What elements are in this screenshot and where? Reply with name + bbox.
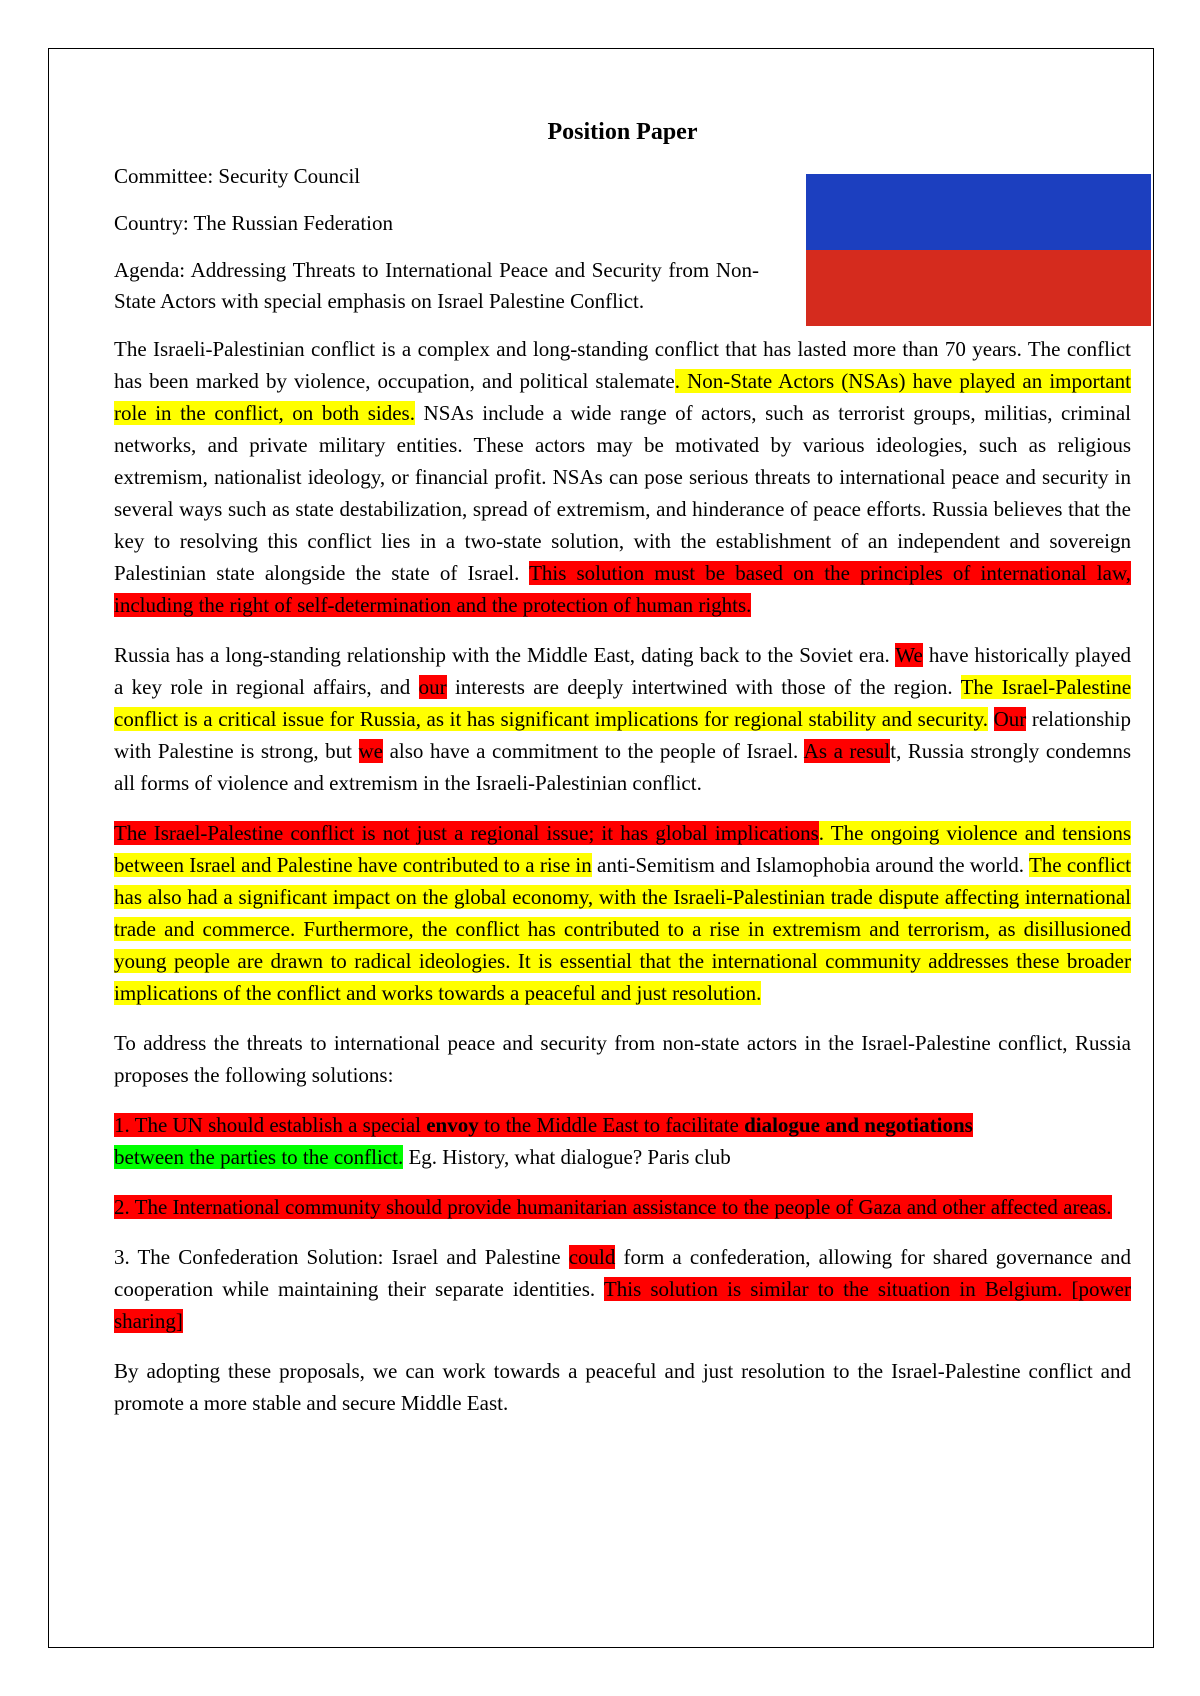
text-run: Russia has a long-standing relationship with the Middle East, dating back to the Soviet era. (114, 643, 896, 667)
red-highlight: As a resul (803, 739, 891, 763)
text-run: have historically played a key role in regional affairs, and (114, 643, 1131, 699)
yellow-highlight: . The ongoing violence and tensions between Israel and Palestine have contributed to a rise in (114, 821, 1131, 877)
paragraph-solutions-intro: To address the threats to international peace and security from non-state actors in the Israel-Palestine conflict, Russia proposes the following solutions: (114, 1031, 1131, 1087)
red-highlight-bold: dialogue and negotiations (744, 1113, 973, 1137)
yellow-highlight: The conflict has also had a significant impact on the global economy, with the Israeli-Palestinian trade dispute affecting international trade and commerce. Furthermore, the conflict has contributed to a rise in extremism and terrorism, as disillusioned young people are drawn to radical ideologies. It is essential that the international community addresses these broader implications of the conflict and works towards a peaceful and just resolution. (114, 853, 1131, 1005)
paragraph-global (114, 817, 1131, 1009)
text-run: 3. The Confederation Solution: Israel and Palestine (114, 1245, 569, 1269)
text-run: NSAs include a wide range of actors, such as terrorist groups, militias, criminal networks, and private military entities. These actors may be motivated by various ideologies, such as religious extremism, nationalist ideology, or financial profit. NSAs can pose serious threats to international peace and security in several ways such as state destabilization, spread of extremism, and hinderance of peace efforts. Russia believes that the key to resolving this conflict lies in a two-state solution, with the establishment of an independent and sovereign Palestinian state alongside the state of Israel. (114, 401, 1131, 585)
solution-2 (114, 1191, 1131, 1223)
page-title: Position Paper (547, 119, 698, 145)
document-body (114, 117, 1131, 1437)
red-highlight: our (418, 675, 447, 699)
red-highlight-bold: envoy (426, 1113, 479, 1137)
paragraph-relationship (114, 639, 1131, 799)
green-highlight: between the parties to the conflict. (114, 1145, 404, 1169)
text-run (988, 707, 994, 731)
text-run: interests are deeply intertwined with those of the region. (446, 675, 961, 699)
text-run: t, Russia strongly condemns all forms of violence and extremism in the Israeli-Palestinian conflict. (114, 739, 1131, 795)
yellow-highlight: . Non-State Actors (NSAs) have played an important role in the conflict, on both sides. (114, 369, 1131, 425)
red-highlight: Our (993, 707, 1027, 731)
page-border (48, 48, 1154, 1648)
committee-line: Committee: Security Council (114, 164, 361, 188)
agenda-line: Agenda: Addressing Threats to International Peace and Security from Non-State Actors with special emphasis on Israel Palestine Conflict. (114, 258, 759, 313)
comment-text: Eg. History, what dialogue? Paris club (403, 1145, 731, 1169)
solution-1 (114, 1109, 1131, 1173)
red-highlight: 1. The UN should establish a special (114, 1113, 427, 1137)
yellow-highlight: The Israel-Palestine conflict is a critical issue for Russia, as it has significant implications for regional stability and security. (114, 675, 1132, 731)
red-highlight: We (895, 643, 923, 667)
red-highlight: to the Middle East to facilitate (478, 1113, 745, 1137)
text-run: anti-Semitism and Islamophobia around the world. (591, 853, 1029, 877)
paragraph-intro (114, 333, 1131, 621)
text-run: also have a commitment to the people of Israel. (383, 739, 804, 763)
red-highlight: we (358, 739, 384, 763)
red-highlight: 2. The International community should provide humanitarian assistance to the people of Gaza and other affected areas. (114, 1195, 1112, 1219)
text-run: relationship with Palestine is strong, but (114, 707, 1131, 763)
red-highlight: could (568, 1245, 616, 1269)
red-highlight: This solution is similar to the situation in Belgium. [power sharing] (114, 1277, 1131, 1333)
red-highlight: The Israel-Palestine conflict is not just a regional issue; it has global implications (114, 821, 819, 845)
text-run: form a confederation, allowing for shared governance and cooperation while maintaining their separate identities. (114, 1245, 1132, 1301)
red-highlight: This solution must be based on the principles of international law, including the right of self-determination and the protection of human rights. (114, 561, 1131, 617)
country-line: Country: The Russian Federation (114, 211, 393, 235)
text-run: The Israeli-Palestinian conflict is a complex and long-standing conflict that has lasted more than 70 years. The conflict has been marked by violence, occupation, and political stalemate (114, 337, 1131, 393)
document-meta (114, 161, 1131, 317)
solution-3 (114, 1241, 1131, 1337)
paragraph-conclusion: By adopting these proposals, we can work towards a peaceful and just resolution to the Israel-Palestine conflict and promote a more stable and secure Middle East. (114, 1359, 1131, 1415)
